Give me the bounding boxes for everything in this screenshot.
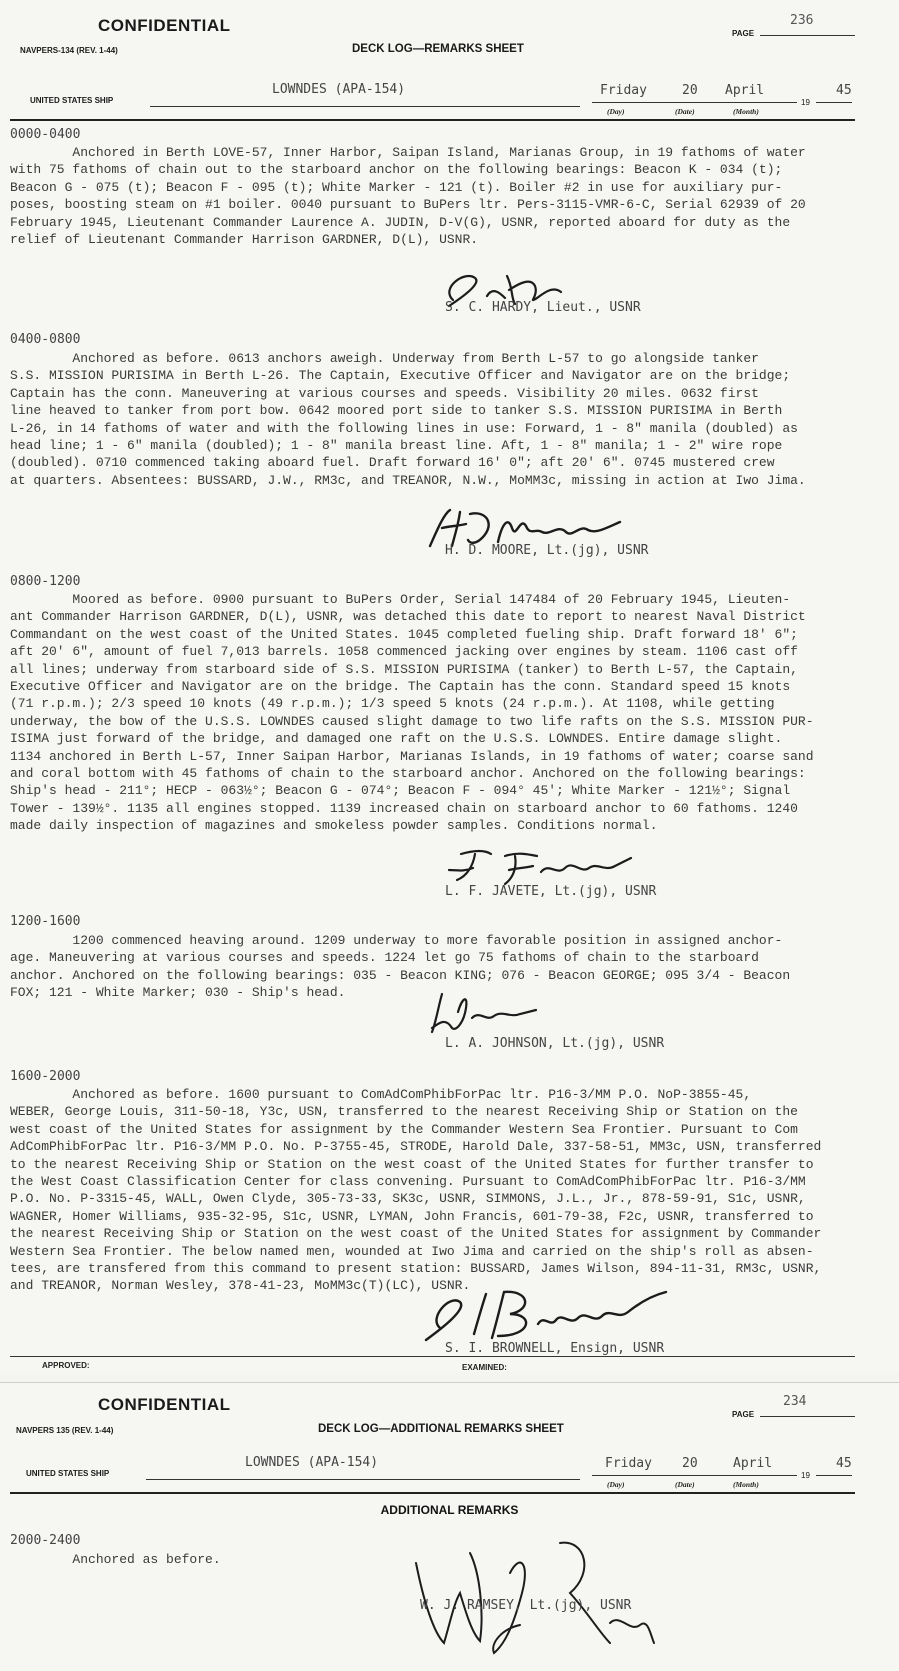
watch-period: 1200-1600	[10, 914, 81, 929]
sheet-title: DECK LOG—REMARKS SHEET	[352, 43, 524, 55]
watch-entry-text: Moored as before. 0900 pursuant to BuPers Order, Serial 147484 of 20 February 1945, Lieuten- ant Commander Harrison GARDNER, D(L), USNR, was detached this date to report to nearest Naval District Commandant on the west coast of the United States. 1045 completed fueling ship. Draft forward 18' 6"; aft 20' 6", amount of fuel 7,013 barrels. 1058 commenced jacking over engines by steam. 1106 cast off all lines; underway from starboard side of S.S. MISSION PURISIMA (tanker) to Berth L-57, the Captain, Executive Officer and Navigator are on the bridge. The Captain has the conn. Standard speed 15 knots (71 r.p.m.); 2/3 speed 10 knots (49 r.p.m.); 1/3 speed 5 knots (24 r.p.m.). At 1108, while getting underway, the bow of the U.S.S. LOWNDES caused slight damage to two life rafts on the S.S. MISSION PUR- ISIMA just forward of the bridge, and damaged one raft on the U.S.S. LOWNDES. Entire damage slight. 1134 anchored in Berth L-57, Inner Saipan Harbor, Marianas Islands, in 19 fathoms of water; coarse sand and coral bottom with 45 fathoms of chain to the starboard anchor. Anchored on the following bearings: Ship's head - 211°; HECP - 063½°; Beacon G - 074°; Beacon F - 094° 45'; White Marker - 121½°; Signal Tower - 139½°. 1135 all engines stopped. 1139 increased chain on starboard anchor to 60 fathoms. 1240 made daily inspection of magazines and smokeless powder samples. Conditions normal.	[10, 592, 814, 834]
date-line	[592, 102, 797, 103]
watch-entry-text: 1200 commenced heaving around. 1209 underway to more favorable position in assigned anchor- age. Maneuvering at various courses and speeds. 1224 let go 75 fathoms of chain to the starboard anchor. Anchored on the following bearings: 035 - Beacon KING; 076 - Beacon GEORGE; 095 3/4 - Beacon FOX; 121 - White Marker; 030 - Ship's head.	[10, 933, 791, 1001]
examined-label: EXAMINED:	[462, 1363, 507, 1372]
date-caption: (Date)	[675, 1480, 695, 1489]
month-caption: (Month)	[733, 1480, 759, 1489]
day-caption: (Day)	[607, 1480, 625, 1489]
javete-signature	[445, 846, 645, 888]
year-line	[816, 102, 852, 103]
watch-officer-signature: H. D. MOORE, Lt.(jg), USNR	[445, 543, 649, 558]
year-line	[816, 1475, 852, 1476]
page-number: 236	[790, 13, 814, 28]
watch-period: 1600-2000	[10, 1069, 81, 1084]
johnson-signature	[428, 988, 548, 1038]
date-caption: (Date)	[675, 107, 695, 116]
log-date: 20	[682, 1456, 698, 1471]
watch-period: 0000-0400	[10, 127, 81, 142]
ship-line	[150, 106, 580, 107]
watch-entry-text: Anchored as before. 1600 pursuant to ComAdComPhibForPac ltr. P16-3/MM P.O. NoP-3855-45, WEBER, George Louis, 311-50-18, Y3c, USN, transferred to the nearest Receiving Ship or Station on the west coast of the United States for assignment by the Commander Western Sea Frontier. Pursuant to Com AdComPhibForPac ltr. P16-3/MM P.O. No. P-3755-45, STRODE, Harold Dale, 337-58-51, MM3c, USN, transferred to the nearest Receiving Ship or Station on the west coast of the United States for further transfer to the West Coast Classification Center for class convening. Pursuant to ComAdComPhibForPac ltr. P16-3/MM P.O. No. P-3315-45, WALL, Owen Clyde, 305-73-33, SK3c, USNR, SIMMONS, J.L., Jr., 878-59-91, S1c, USNR, WAGNER, Homer Williams, 935-32-95, S1c, USNR, LYMAN, John Francis, 601-79-38, F2c, USNR, transferred to the nearest Receiving Ship or Station on the west coast of the United States for assignment by Commander Western Sea Frontier. The below named men, wounded at Iwo Jima and carried on the ship's roll as absen- tees, are transfered from this command to present station: BUSSARD, James Wilson, 894-11-31, RM3c, USNR, and TREANOR, Norman Wesley, 378-41-23, MoMM3c(T)(LC), USNR.	[10, 1087, 822, 1294]
watch-period: 2000-2400	[10, 1533, 81, 1548]
footer-rule	[10, 1356, 855, 1357]
date-line	[592, 1475, 797, 1476]
header-rule	[10, 1492, 855, 1494]
watch-entry-text: Anchored as before. 0613 anchors aweigh. Underway from Berth L-57 to go alongside tanker S.S. MISSION PURISIMA in Berth L-26. The Captain, Executive Officer and Navigator are on the bridge; Captain has the conn. Maneuvering at various courses and speeds. Visibility 20 miles. 0632 first line heaved to tanker from port bow. 0642 moored port side to tanker S.S. MISSION PURISIMA in Berth L-26, in 14 fathoms of water and with the following lines in use: Forward, 1 - 8" manila (doubled) as head line; 1 - 6" manila (doubled); 1 - 8" manila breast line. Aft, 1 - 8" manila; 1 - 2" wire rope (doubled). 0710 commenced taking aboard fuel. Draft forward 16' 0"; aft 20' 6". 0745 mustered crew at quarters. Absentees: BUSSARD, J.W., RM3c, and TREANOR, N.W., MoMM3c, missing in action at Iwo Jima.	[10, 351, 806, 488]
log-month: April	[725, 83, 765, 98]
watch-officer-signature: S. I. BROWNELL, Ensign, USNR	[445, 1341, 665, 1356]
header-rule	[10, 119, 855, 121]
year-prefix: 19	[801, 98, 810, 107]
watch-period: 0800-1200	[10, 574, 81, 589]
log-date: 20	[682, 83, 698, 98]
month-caption: (Month)	[733, 107, 759, 116]
ship-line	[146, 1479, 580, 1480]
watch-officer-signature: W. J. RAMSEY, Lt.(jg), USNR	[420, 1598, 632, 1613]
page-label: PAGE	[732, 29, 755, 38]
page-line	[760, 35, 855, 36]
log-day: Friday	[605, 1456, 652, 1471]
approved-label: APPROVED:	[42, 1361, 90, 1370]
page-line	[760, 1416, 855, 1417]
ship-name: LOWNDES (APA-154)	[272, 82, 406, 97]
watch-entry-text: Anchored as before.	[10, 1552, 221, 1567]
confidential-stamp: CONFIDENTIAL	[98, 16, 231, 35]
log-year: 45	[836, 83, 852, 98]
day-caption: (Day)	[607, 107, 625, 116]
ship-label: UNITED STATES SHIP	[26, 1469, 110, 1478]
log-month: April	[733, 1456, 773, 1471]
watch-period: 0400-0800	[10, 332, 81, 347]
log-day: Friday	[600, 83, 647, 98]
confidential-stamp: CONFIDENTIAL	[98, 1395, 231, 1414]
form-number: NAVPERS-134 (REV. 1-44)	[20, 46, 118, 55]
year-prefix: 19	[801, 1471, 810, 1480]
log-year: 45	[836, 1456, 852, 1471]
ship-label: UNITED STATES SHIP	[30, 96, 114, 105]
page-label: PAGE	[732, 1410, 755, 1419]
watch-officer-signature: L. A. JOHNSON, Lt.(jg), USNR	[445, 1036, 665, 1051]
ship-name: LOWNDES (APA-154)	[245, 1455, 379, 1470]
page-number: 234	[783, 1394, 807, 1409]
watch-officer-signature: L. F. JAVETE, Lt.(jg), USNR	[445, 884, 657, 899]
watch-entry-text: Anchored in Berth LOVE-57, Inner Harbor, Saipan Island, Marianas Group, in 19 fathoms of water with 75 fathoms of chain out to the starboard anchor on the following bearings: Beacon K - 034 (t); Beacon G - 075 (t); Beacon F - 095 (t); White Marker - 121 (t). Boiler #2 in use for auxiliary pur- poses, boosting steam on #1 boiler. 0040 pursuant to BuPers ltr. Pers-3115-VMR-6-C, Serial 62939 of 20 February 1945, Lieutenant Commander Laurence A. JUDIN, D-V(G), USNR, reported aboard for duty as the relief of Lieutenant Commander Harrison GARDNER, D(L), USNR.	[10, 145, 806, 248]
watch-officer-signature: S. C. HARDY, Lieut., USNR	[445, 300, 641, 315]
sheet-title: DECK LOG—ADDITIONAL REMARKS SHEET	[318, 1423, 564, 1435]
additional-remarks-heading: ADDITIONAL REMARKS	[380, 1503, 519, 1517]
brownell-signature	[420, 1284, 680, 1344]
form-number: NAVPERS 135 (REV. 1-44)	[16, 1426, 114, 1435]
deck-log-additional-remarks-sheet	[0, 1382, 899, 1671]
